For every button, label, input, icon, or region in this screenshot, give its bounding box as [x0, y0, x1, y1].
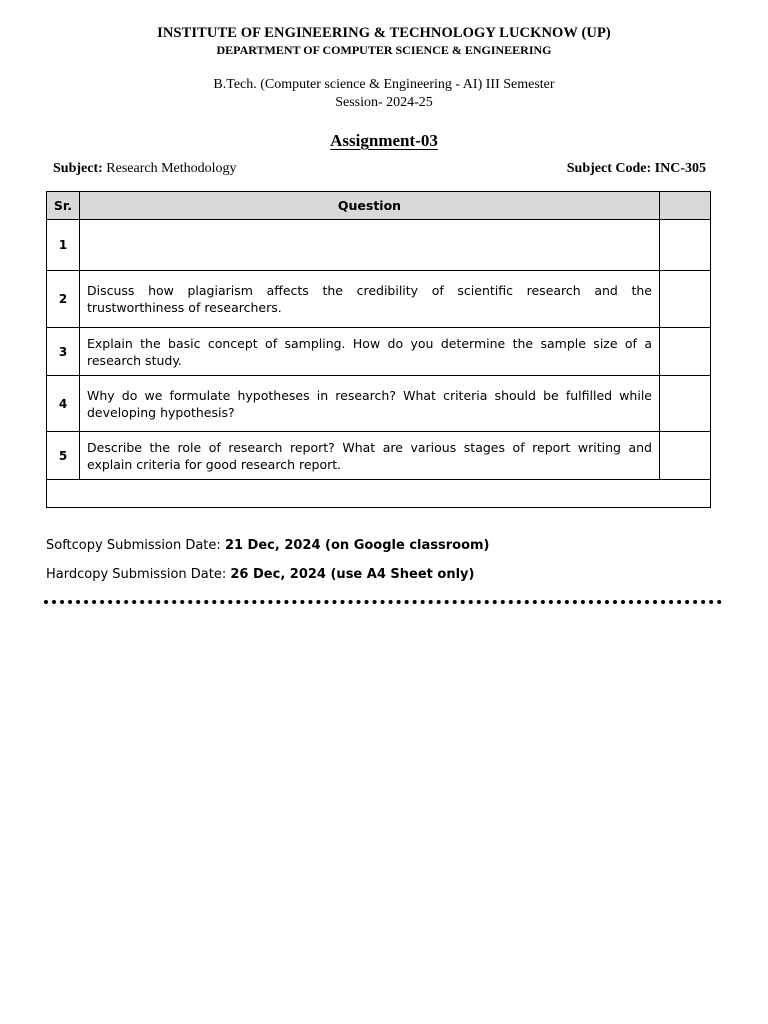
hardcopy-label: Hardcopy Submission Date: — [46, 567, 227, 582]
table-empty-row — [47, 480, 711, 508]
row-extra — [660, 271, 711, 328]
hardcopy-date: 26 Dec, 2024 (use A4 Sheet only) — [230, 567, 475, 582]
row-question: Discuss how plagiarism affects the credibility of scientific research and the trustworthiness of researchers. — [80, 271, 660, 328]
row-sr: 4 — [47, 376, 80, 432]
row-sr: 2 — [47, 271, 80, 328]
institute-name: INSTITUTE OF ENGINEERING & TECHNOLOGY LUCKNOW (UP) — [157, 25, 611, 41]
row-sr: 1 — [47, 220, 80, 271]
table-row — [47, 271, 711, 328]
table-row — [47, 220, 711, 271]
table-header-row — [47, 192, 711, 220]
row-extra — [660, 220, 711, 271]
header-sr: Sr. — [47, 192, 80, 220]
subject-code-line — [567, 161, 706, 177]
row-extra — [660, 376, 711, 432]
questions-table — [46, 191, 711, 508]
table-row — [47, 376, 711, 432]
row-sr: 5 — [47, 432, 80, 480]
row-question: Explain the basic concept of sampling. How do you determine the sample size of a research study. — [80, 328, 660, 376]
row-question: Why do we formulate hypotheses in research? What criteria should be fulfilled while developing hypothesis? — [80, 376, 660, 432]
header-question: Question — [80, 192, 660, 220]
subject-code-value: INC-305 — [654, 161, 706, 176]
row-sr: 3 — [47, 328, 80, 376]
table-row — [47, 432, 711, 480]
softcopy-submission — [46, 538, 490, 553]
dotted-divider — [44, 600, 722, 604]
softcopy-label: Softcopy Submission Date: — [46, 538, 221, 553]
row-extra — [660, 432, 711, 480]
session-line: Session- 2024-25 — [335, 95, 433, 110]
row-question — [80, 220, 660, 271]
hardcopy-submission — [46, 567, 474, 582]
row-question: Describe the role of research report? What are various stages of report writing and explain criteria for good research report. — [80, 432, 660, 480]
department-name: DEPARTMENT OF COMPUTER SCIENCE & ENGINEERING — [216, 43, 552, 57]
subject-label: Subject: — [53, 161, 103, 176]
subject-value: Research Methodology — [106, 161, 237, 176]
row-extra — [660, 328, 711, 376]
header-marks — [660, 192, 711, 220]
softcopy-date: 21 Dec, 2024 (on Google classroom) — [224, 538, 490, 553]
subject-line — [53, 161, 237, 177]
subject-code-label: Subject Code: — [566, 161, 652, 176]
course-line: B.Tech. (Computer science & Engineering - AI) III Semester — [213, 77, 555, 92]
table-row — [47, 328, 711, 376]
assignment-title — [0, 131, 768, 151]
assignment-title-text: Assignment-03 — [330, 131, 438, 150]
empty-cell — [47, 480, 711, 508]
